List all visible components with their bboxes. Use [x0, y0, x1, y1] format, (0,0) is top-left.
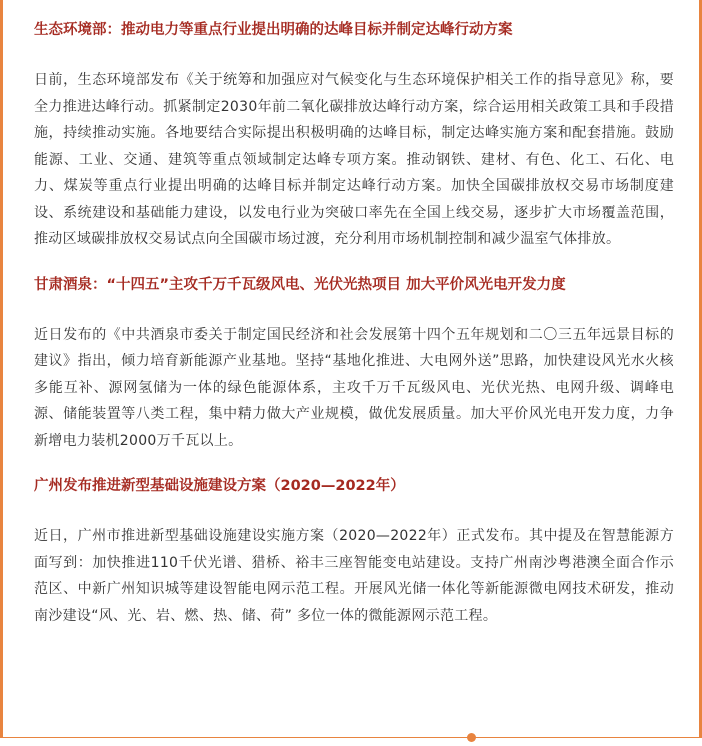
section-body-environment-ministry: 日前，生态环境部发布《关于统筹和加强应对气候变化与生态环境保护相关工作的指导意见》称，要全力推进达峰行动。抓紧制定2030年前二氧化碳排放达峰行动方案，综合运用相关政策工具和手段措施，持续推动实施。各地要结合实际提出积极明确的达峰目标，制定达峰实施方案和配套措施。鼓励能源、工业、交通、建筑等重点领域制定达峰专项方案。推动钢铁、建材、有色、化工、石化、电力、煤炭等重点行业提出明确的达峰目标并制定达峰行动方案。加快全国碳排放权交易市场制度建设、系统建设和基础能力建设，以发电行业为突破口率先在全国上线交易，逐步扩大市场覆盖范围，推动区域碳排放权交易试点向全国碳市场过渡，充分利用市场机制控制和减少温室气体排放。 [34, 72, 674, 247]
bottom-dot-ornament [467, 733, 476, 742]
section-title-guangzhou: 广州发布推进新型基础设施建设方案（2020—2022年） [34, 478, 405, 494]
section-body-jiuquan: 近日发布的《中共酒泉市委关于制定国民经济和社会发展第十四个五年规划和二〇三五年远景目标的建议》指出，倾力培育新能源产业基地。坚持“基地化推进、大电网外送”思路，加快建设风光水火核多能互补、源网氢储为一体的绿色能源体系，主攻千万千瓦级风电、光伏光热、电网升级、调峰电源、储能装置等八类工程，集中精力做大产业规模，做优发展质量。加大平价风光电开发力度，力争新增电力装机2000万千瓦以上。 [34, 326, 674, 449]
section-title-jiuquan: 甘肃酒泉：“十四五”主攻千万千瓦级风电、光伏光热项目 加大平价风光电开发力度 [34, 276, 566, 293]
article-content [34, 17, 674, 629]
section-title-environment-ministry: 生态环境部：推动电力等重点行业提出明确的达峰目标并制定达峰行动方案 [34, 22, 513, 38]
section-body-guangzhou: 近日，广州市推进新型基础设施建设实施方案（2020—2022年）正式发布。其中提及在智慧能源方面写到：加快推进110千伏光谱、猎桥、裕丰三座智能变电站建设。支持广州南沙粤港澳全面合作示范区、中新广州知识城等建设智能电网示范工程。开展风光储一体化等新能源微电网技术研发，推动南沙建设“风、光、岩、燃、热、储、荷” 多位一体的微能源网示范工程。 [34, 528, 674, 624]
bottom-divider-line [0, 737, 702, 738]
left-border-line [0, 0, 3, 738]
